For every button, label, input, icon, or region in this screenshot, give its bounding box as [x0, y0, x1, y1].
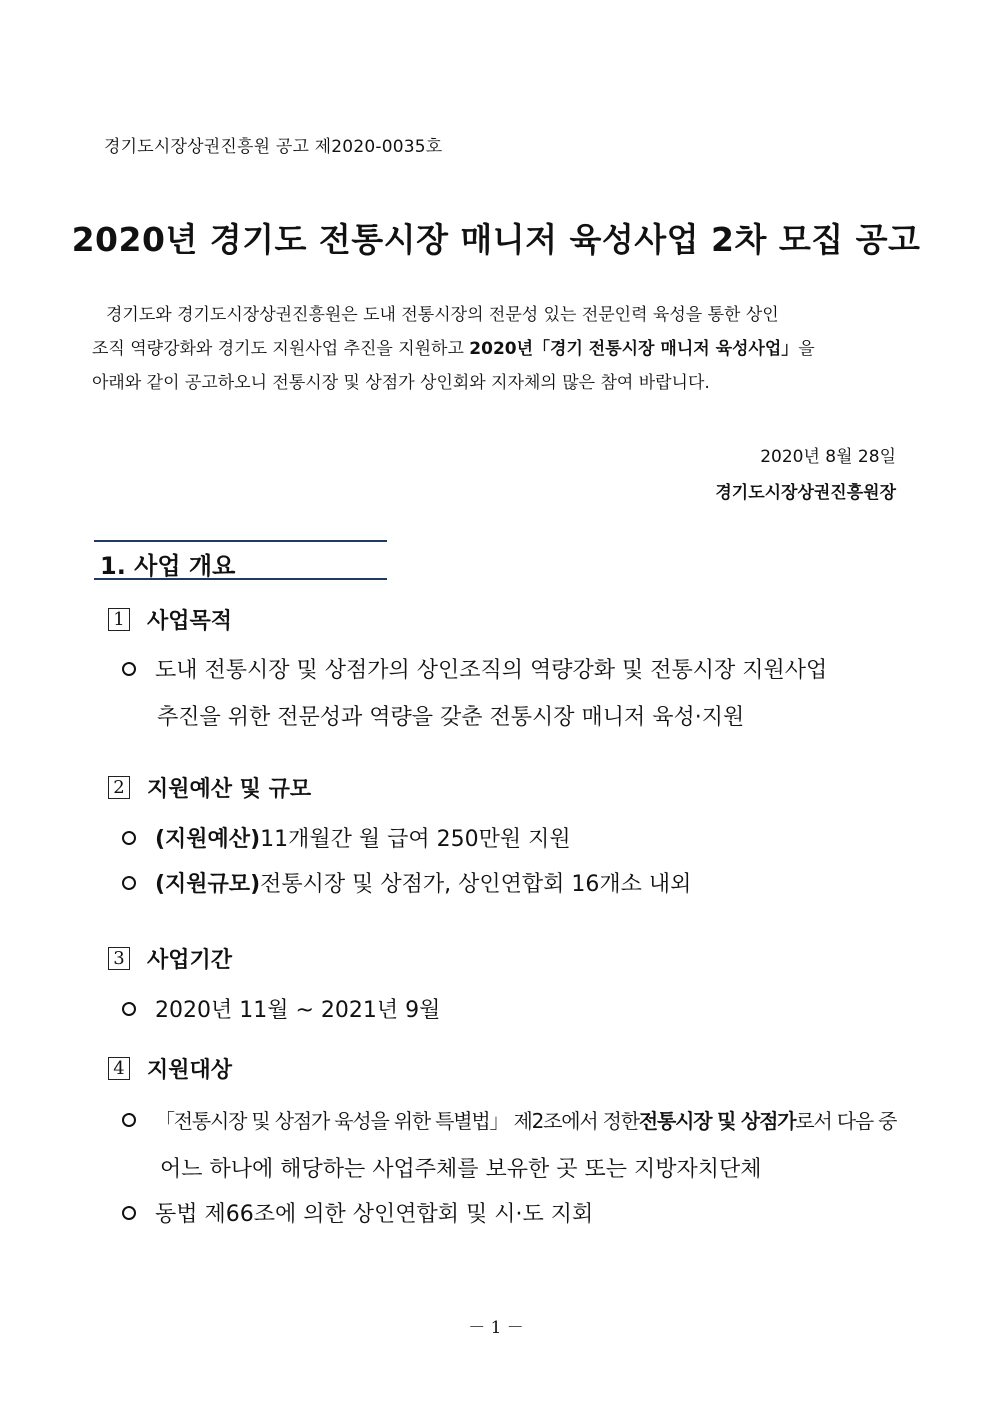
intro-program-name: 2020년「경기 전통시장 매니저 육성사업」 [469, 339, 799, 359]
subsection-number-box: 4 [108, 1057, 130, 1080]
intro-paragraph [92, 298, 898, 400]
issuer: 경기도시장상권진흥원장 [715, 483, 896, 503]
target-line-1-suffix: 로서 다음 중 [795, 1109, 897, 1133]
subsection-target [108, 1053, 232, 1084]
page-number: － 1 － [468, 1318, 524, 1338]
target-keyword: 전통시장 및 상점가 [638, 1109, 796, 1133]
circle-bullet-icon [122, 1113, 136, 1127]
subsection-purpose [108, 604, 232, 635]
subsection-budget [108, 772, 311, 803]
circle-bullet-icon [122, 876, 136, 890]
subsection-number-box: 2 [108, 776, 130, 799]
intro-line-2-text: 조직 역량강화와 경기도 지원사업 추진을 지원하고 [92, 339, 470, 359]
subsection-number-box: 3 [108, 947, 130, 970]
subsection-title: 사업기간 [147, 948, 233, 973]
intro-line-3: 아래와 같이 공고하오니 전통시장 및 상점가 상인회와 지자체의 많은 참여 바랍니다. [92, 373, 710, 393]
subsection-title: 지원예산 및 규모 [147, 777, 312, 802]
budget-text: 11개월간 월 급여 250만원 지원 [260, 827, 571, 852]
purpose-line-1: 도내 전통시장 및 상점가의 상인조직의 역량강화 및 전통시장 지원사업 [155, 658, 828, 683]
notice-date: 2020년 8월 28일 [760, 447, 896, 467]
circle-bullet-icon [122, 831, 136, 845]
list-item [122, 1197, 593, 1228]
intro-line-2 [92, 332, 898, 366]
section-heading [94, 540, 387, 580]
scale-label: (지원규모) [155, 872, 261, 897]
list-item [122, 653, 827, 684]
intro-line-2-suffix: 을 [798, 339, 815, 359]
period-text: 2020년 11월 ~ 2021년 9월 [155, 998, 441, 1023]
notice-number: 경기도시장상권진흥원 공고 제2020-0035호 [104, 137, 443, 157]
scale-text: 전통시장 및 상점가, 상인연합회 16개소 내외 [260, 872, 692, 897]
budget-label: (지원예산) [155, 827, 261, 852]
list-item [122, 822, 571, 853]
purpose-line-2: 추진을 위한 전문성과 역량을 갖춘 전통시장 매니저 육성·지원 [157, 705, 745, 730]
target-line-1-text: 「전통시장 및 상점가 육성을 위한 특별법」 제2조에서 정한 [155, 1109, 639, 1133]
circle-bullet-icon [122, 1002, 136, 1016]
subsection-title: 지원대상 [147, 1058, 233, 1083]
list-item [122, 1105, 896, 1134]
target-line-2: 어느 하나에 해당하는 사업주체를 보유한 곳 또는 지방자치단체 [160, 1157, 762, 1182]
subsection-title: 사업목적 [147, 609, 233, 634]
list-item [122, 993, 440, 1024]
target-item-2: 동법 제66조에 의한 상인연합회 및 시·도 지회 [155, 1202, 594, 1227]
circle-bullet-icon [122, 662, 136, 676]
section-title: 1. 사업 개요 [100, 552, 236, 580]
intro-line-1: 경기도와 경기도시장상권진흥원은 도내 전통시장의 전문성 있는 전문인력 육성을 통한 상인 [106, 305, 779, 325]
list-item [122, 867, 691, 898]
circle-bullet-icon [122, 1206, 136, 1220]
subsection-number-box: 1 [108, 608, 130, 631]
page-title: 2020년 경기도 전통시장 매니저 육성사업 2차 모집 공고 [71, 220, 921, 259]
subsection-period [108, 943, 232, 974]
